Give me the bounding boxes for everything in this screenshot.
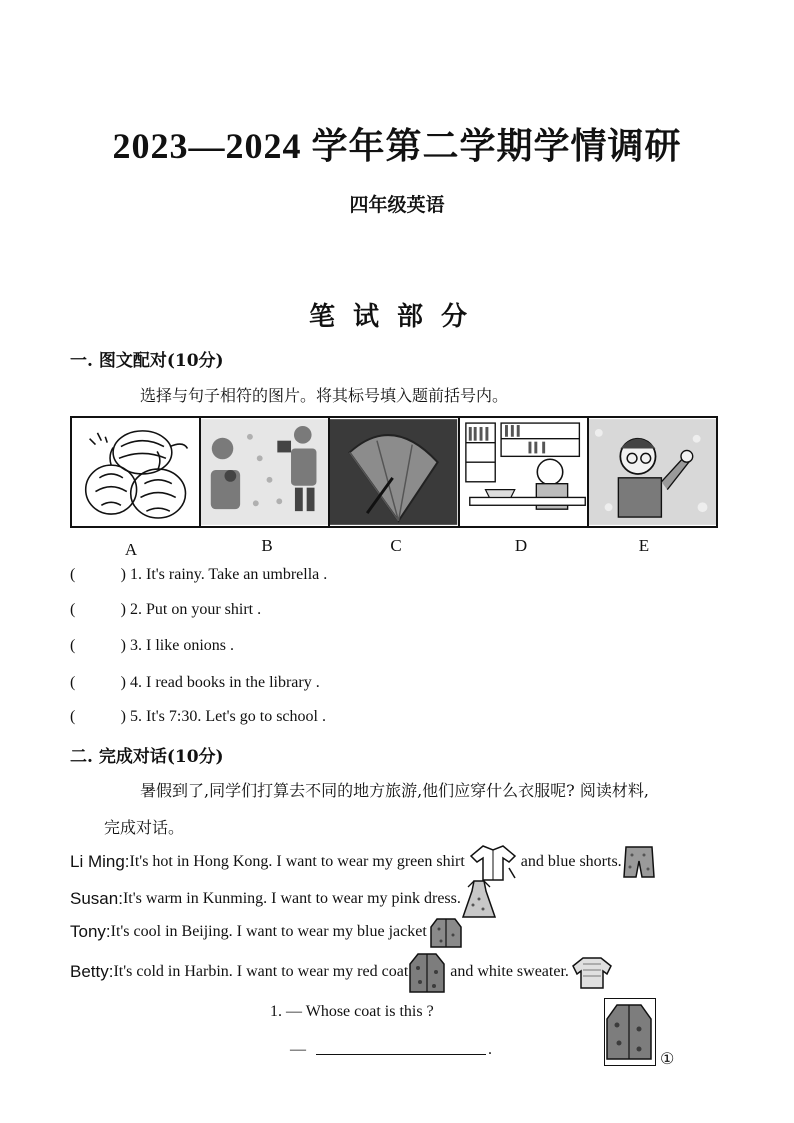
shirt-icon xyxy=(469,842,517,882)
circled-number: ① xyxy=(660,1049,675,1068)
dialogue-tony xyxy=(70,915,463,949)
coat-picture-box xyxy=(604,998,656,1066)
jacket-icon xyxy=(429,915,463,949)
sweater-icon xyxy=(571,954,613,990)
library-reading-icon xyxy=(460,418,589,526)
question-text: 5. It's 7:30. Let's go to school . xyxy=(130,708,326,725)
dialogue-tail: and blue shorts. xyxy=(520,853,622,870)
question-row-1 xyxy=(70,566,327,584)
answer-input[interactable] xyxy=(316,1038,486,1055)
shorts-icon xyxy=(622,843,656,881)
dialogue-question-1: 1. — Whose coat is this ? xyxy=(270,1003,434,1020)
picture-label-b: B xyxy=(261,536,273,555)
answer-end: . xyxy=(488,1041,492,1058)
picture-label-e: E xyxy=(638,536,650,555)
picture-label-a: A xyxy=(124,540,138,559)
part-title: 笔试部分 xyxy=(308,302,485,332)
umbrella-icon xyxy=(330,418,459,526)
answer-blank[interactable]: ( ) xyxy=(70,637,126,654)
question-row-2 xyxy=(70,601,261,619)
answer-blank[interactable]: ( ) xyxy=(70,674,126,691)
answer-line xyxy=(290,1038,492,1059)
dress-icon xyxy=(461,877,497,921)
dialogue-text: It's cold in Harbin. I want to wear my red coat xyxy=(113,963,409,980)
dressing-kids-icon xyxy=(201,418,330,526)
answer-blank[interactable]: ( ) xyxy=(70,601,126,618)
page-subtitle: 四年级英语 xyxy=(349,194,445,216)
dialogue-betty xyxy=(70,950,613,994)
dialogue-text: It's cool in Beijing. I want to wear my blue jacket xyxy=(110,923,427,940)
page-title: 2023—2024 学年第二学期学情调研 xyxy=(112,126,682,166)
section2-instruction-line2: 完成对话。 xyxy=(104,818,185,837)
dialogue-text: It's warm in Kunming. I want to wear my pink dress. xyxy=(122,890,461,907)
coat-icon xyxy=(408,950,446,994)
speaker-name: Betty: xyxy=(70,962,114,981)
dialogue-li-ming xyxy=(70,842,656,882)
section1-instruction: 选择与句子相符的图片。将其标号填入题前括号内。 xyxy=(140,386,509,405)
question-text: 2. Put on your shirt . xyxy=(130,601,262,618)
picture-label-d: D xyxy=(514,536,528,555)
question-text: 3. I like onions . xyxy=(130,637,234,654)
section2-instruction-line1: 暑假到了,同学们打算去不同的地方旅游,他们应穿什么衣服呢? 阅读材料, xyxy=(140,781,649,800)
coat-icon xyxy=(605,999,654,1064)
dialogue-text: It's hot in Hong Kong. I want to wear my green shirt xyxy=(129,853,465,870)
dialogue-tail: and white sweater. xyxy=(450,963,569,980)
picture-label-c: C xyxy=(390,536,402,555)
answer-blank[interactable]: ( ) xyxy=(70,708,126,725)
boy-waving-icon xyxy=(589,418,716,526)
question-row-4 xyxy=(70,674,320,692)
question-row-5 xyxy=(70,708,326,726)
speaker-name: Susan: xyxy=(70,889,123,908)
speaker-name: Li Ming: xyxy=(70,852,130,871)
answer-blank[interactable]: ( ) xyxy=(70,566,126,583)
speaker-name: Tony: xyxy=(70,922,111,941)
question-row-3 xyxy=(70,637,234,655)
question-text: 1. It's rainy. Take an umbrella . xyxy=(130,566,328,583)
section1-heading: 一. 图文配对(10分) xyxy=(70,351,224,371)
answer-dash: — xyxy=(290,1041,306,1058)
question-text: 4. I read books in the library . xyxy=(130,674,320,691)
picture-strip xyxy=(70,416,718,528)
onions-icon xyxy=(72,418,201,526)
section2-heading: 二. 完成对话(10分) xyxy=(70,747,224,767)
